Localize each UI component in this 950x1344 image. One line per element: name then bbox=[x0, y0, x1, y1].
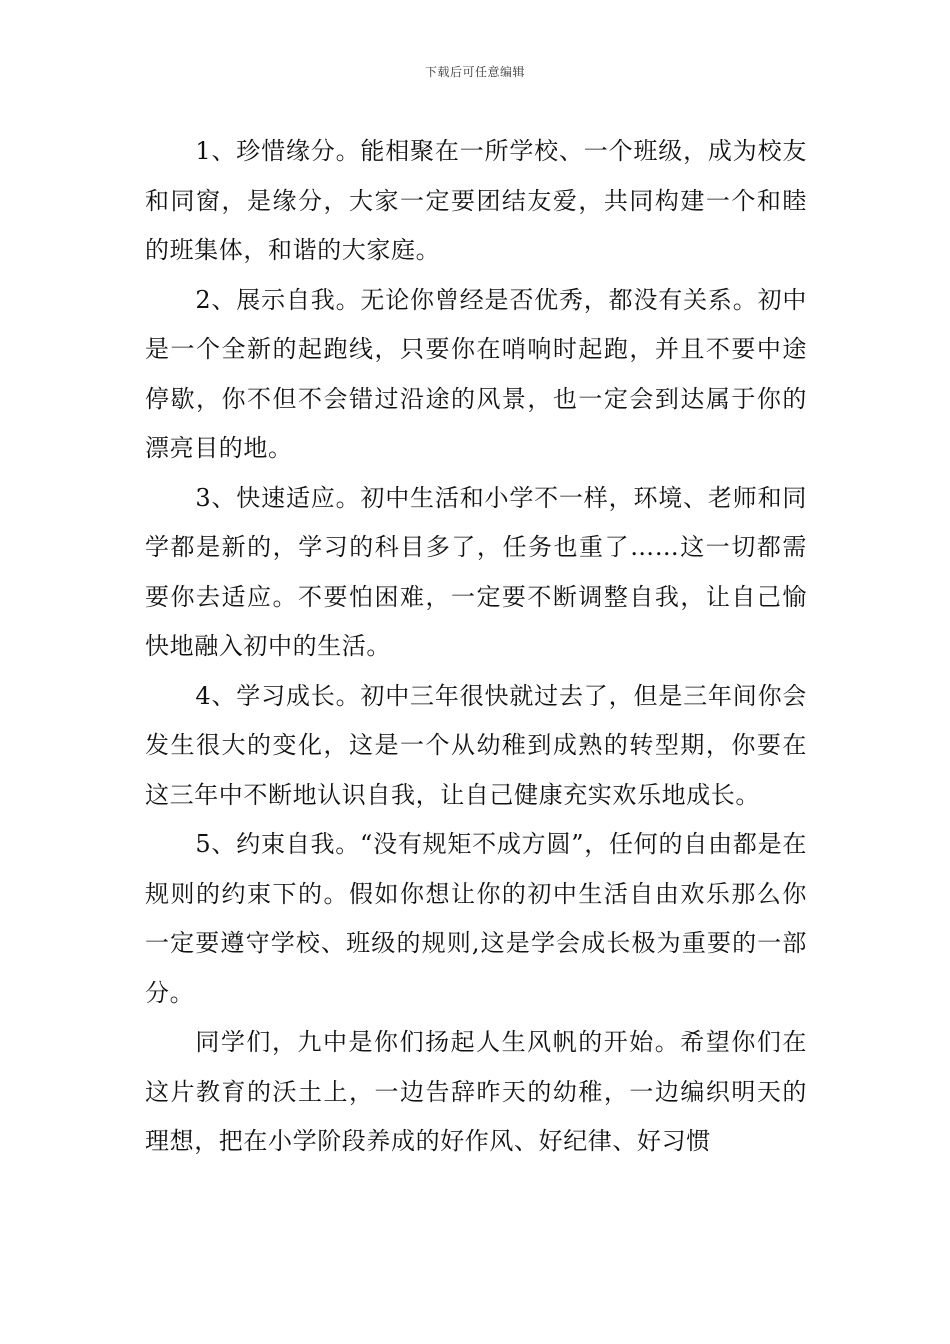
paragraph-learn-grow: 4、学习成长。初中三年很快就过去了，但是三年间你会发生很大的变化，这是一个从幼稚到成熟的转型期，你要在这三年中不断地认识自我，让自己健康充实欢乐地成长。 bbox=[145, 681, 807, 809]
paragraph-show-yourself: 2、展示自我。无论你曾经是否优秀，都没有关系。初中是一个全新的起跑线，只要你在哨响时起跑，并且不要中途停歇，你不但不会错过沿途的风景，也一定会到达属于你的漂亮目的地。 bbox=[145, 285, 807, 462]
page-header-note: 下载后可任意编辑 bbox=[424, 65, 525, 79]
paragraph-adapt-quickly: 3、快速适应。初中生活和小学不一样，环境、老师和同学都是新的，学习的科目多了，任务也重了……这一切都需要你去适应。不要怕困难，一定要不断调整自我，让自己愉快地融入初中的生活。 bbox=[145, 483, 807, 660]
paragraph-self-discipline: 5、约束自我。“没有规矩不成方圆”，任何的自由都是在规则的约束下的。假如你想让你的初中生活自由欢乐那么你一定要遵守学校、班级的规则,这是学会成长极为重要的一部分。 bbox=[145, 830, 807, 1007]
paragraph-closing: 同学们，九中是你们扬起人生风帆的开始。希望你们在这片教育的沃土上，一边告辞昨天的幼稚，一边编织明天的理想，把在小学阶段养成的好作风、好纪律、好习惯 bbox=[145, 1028, 807, 1155]
document-body bbox=[145, 127, 807, 1167]
paragraph-cherish-fate: 1、珍惜缘分。能相聚在一所学校、一个班级，成为校友和同窗，是缘分，大家一定要团结友爱，共同构建一个和睦的班集体，和谐的大家庭。 bbox=[145, 137, 807, 264]
